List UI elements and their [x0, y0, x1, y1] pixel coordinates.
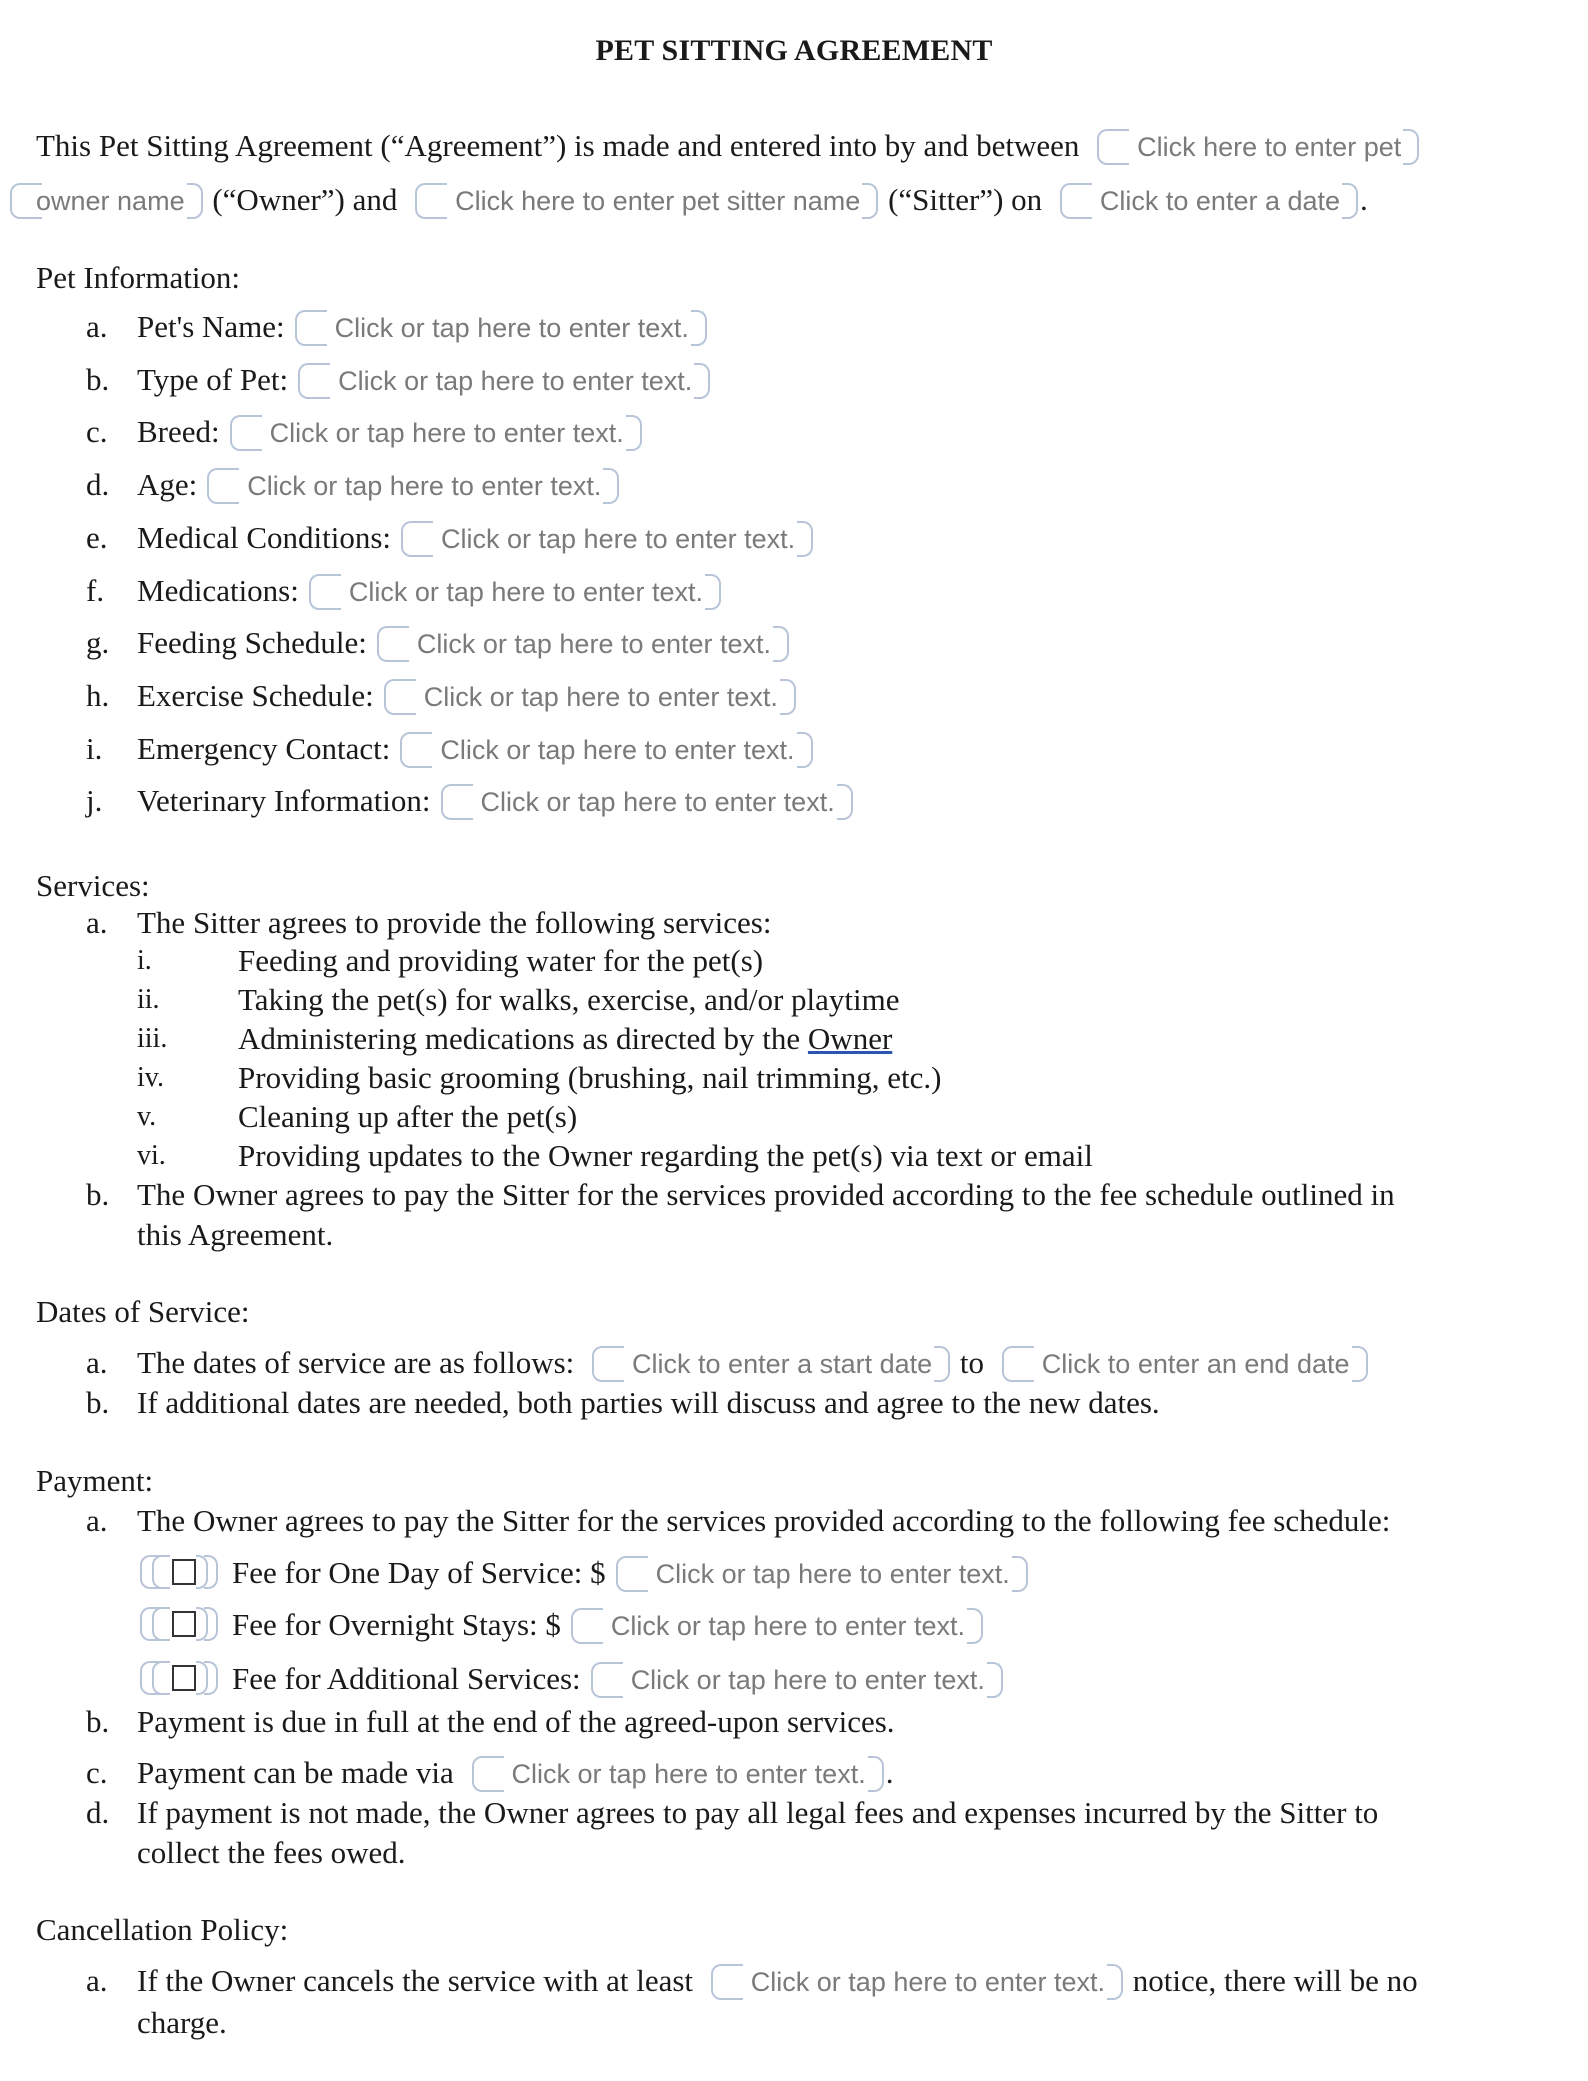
dates-to: to [959, 1345, 985, 1380]
payment-d-marker: d. [86, 1795, 110, 1830]
fee-checkbox[interactable] [140, 1606, 224, 1640]
pet-info-label: Exercise Schedule: [137, 678, 374, 713]
pet-info-field[interactable]: Click or tap here to enter text. [410, 677, 794, 717]
owner-name-field-cont[interactable]: owner name [36, 181, 201, 221]
dates-a-line [137, 1343, 1370, 1384]
pet-info-field[interactable]: Click or tap here to enter text. [467, 782, 851, 822]
service-text: Feeding and providing water for the pet(s) [238, 943, 764, 978]
cancellation-a-marker: a. [86, 1963, 108, 1998]
end-date-field[interactable]: Click to enter an end date [1028, 1344, 1366, 1384]
pet-info-item [137, 571, 723, 612]
pet-info-field[interactable]: Click or tap here to enter text. [427, 519, 811, 559]
pet-info-label: Breed: [137, 414, 220, 449]
owner-name-field[interactable]: Click here to enter pet [1123, 127, 1417, 167]
pet-info-field[interactable]: Click or tap here to enter text. [233, 466, 617, 506]
payment-d-text-cont: collect the fees owed. [137, 1835, 406, 1870]
pet-info-item [137, 623, 791, 664]
payment-c-marker: c. [86, 1755, 108, 1790]
pet-info-item [137, 676, 798, 717]
payment-a-marker: a. [86, 1503, 108, 1538]
pet-info-item [137, 781, 855, 822]
service-item [238, 941, 763, 981]
dates-b-text: If additional dates are needed, both parties will discuss and agree to the new dates. [137, 1385, 1160, 1420]
services-b-text: The Owner agrees to pay the Sitter for the services provided according to the fee schedule outlined in [137, 1177, 1395, 1212]
agreement-date-field[interactable]: Click to enter a date [1086, 181, 1356, 221]
intro-owner-text: (“Owner”) and [212, 182, 398, 217]
intro-line-1 [36, 126, 1421, 167]
pet-info-marker: d. [86, 467, 110, 502]
pet-info-field[interactable]: Click or tap here to enter text. [321, 308, 705, 348]
pet-info-item [137, 412, 644, 453]
pet-info-field[interactable]: Click or tap here to enter text. [324, 361, 708, 401]
service-text: Administering medications as directed by the [238, 1021, 801, 1056]
services-a-text: The Sitter agrees to provide the following services: [137, 905, 772, 940]
pet-info-field[interactable]: Click or tap here to enter text. [403, 624, 787, 664]
intro-line-2 [36, 180, 1368, 221]
service-text: Providing updates to the Owner regarding the pet(s) via text or email [238, 1138, 1093, 1173]
fee-label: Fee for One Day of Service: $ [232, 1555, 606, 1590]
payment-heading: Payment: [36, 1463, 154, 1498]
dates-b-marker: b. [86, 1385, 110, 1420]
pet-info-marker: a. [86, 309, 108, 344]
pet-info-marker: j. [86, 783, 103, 818]
cancellation-heading: Cancellation Policy: [36, 1912, 289, 1947]
pet-info-marker: g. [86, 625, 110, 660]
service-text: Taking the pet(s) for walks, exercise, and/or playtime [238, 982, 900, 1017]
pet-info-marker: f. [86, 573, 105, 608]
service-marker: ii. [137, 984, 160, 1015]
service-text: Cleaning up after the pet(s) [238, 1099, 578, 1134]
pet-info-label: Feeding Schedule: [137, 625, 367, 660]
dates-a-marker: a. [86, 1345, 108, 1380]
payment-d-text: If payment is not made, the Owner agrees to pay all legal fees and expenses incurred by the Sitter to [137, 1795, 1379, 1830]
fee-item [140, 1605, 985, 1646]
services-heading: Services: [36, 868, 150, 903]
payment-c-text: Payment can be made via [137, 1755, 454, 1790]
pet-info-field[interactable]: Click or tap here to enter text. [256, 413, 640, 453]
fee-checkbox[interactable] [140, 1554, 224, 1588]
service-item [238, 1058, 941, 1098]
intro-sitter-text: (“Sitter”) on [888, 182, 1043, 217]
fee-amount-field[interactable]: Click or tap here to enter text. [642, 1554, 1026, 1594]
fee-checkbox[interactable] [140, 1660, 224, 1694]
service-item [238, 980, 900, 1020]
services-b-marker: b. [86, 1177, 110, 1212]
dates-heading: Dates of Service: [36, 1294, 250, 1329]
pet-info-heading: Pet Information: [36, 260, 241, 295]
pet-info-label: Medical Conditions: [137, 520, 392, 555]
payment-c-line [137, 1753, 893, 1794]
pet-info-label: Pet's Name: [137, 309, 285, 344]
cancellation-a-line [137, 1961, 1418, 2002]
pet-info-item [137, 360, 712, 401]
cancellation-a-text: If the Owner cancels the service with at least [137, 1963, 694, 1998]
payment-method-field[interactable]: Click or tap here to enter text. [498, 1754, 882, 1794]
fee-amount-field[interactable]: Click or tap here to enter text. [617, 1660, 1001, 1700]
pet-info-item [137, 465, 621, 506]
service-marker: iii. [137, 1023, 168, 1054]
document-title: PET SITTING AGREEMENT [595, 34, 993, 67]
payment-a-text: The Owner agrees to pay the Sitter for the services provided according to the following fee schedule: [137, 1503, 1391, 1538]
pet-info-label: Medications: [137, 573, 299, 608]
pet-info-item [137, 518, 815, 559]
service-marker: iv. [137, 1062, 164, 1093]
pet-info-marker: b. [86, 362, 110, 397]
pet-info-marker: c. [86, 414, 108, 449]
dates-a-text: The dates of service are as follows: [137, 1345, 575, 1380]
service-item [238, 1019, 892, 1059]
pet-info-label: Veterinary Information: [137, 783, 431, 818]
fee-amount-field[interactable]: Click or tap here to enter text. [597, 1606, 981, 1646]
pet-info-label: Type of Pet: [137, 362, 289, 397]
fee-label: Fee for Overnight Stays: $ [232, 1607, 561, 1642]
service-marker: v. [137, 1101, 157, 1132]
intro-period: . [1360, 182, 1368, 217]
cancellation-a-text-tail: notice, there will be no [1132, 1963, 1418, 1998]
fee-item [140, 1553, 1030, 1594]
cancellation-a-text-cont: charge. [137, 2005, 227, 2040]
pet-info-item [137, 307, 709, 348]
pet-info-label: Age: [137, 467, 198, 502]
service-item [238, 1136, 1093, 1176]
service-text-owner: Owner [807, 1021, 893, 1056]
intro-text: This Pet Sitting Agreement (“Agreement”) is made and entered into by and between [36, 128, 1080, 163]
sitter-name-field[interactable]: Click here to enter pet sitter name [441, 181, 876, 221]
service-marker: vi. [137, 1140, 166, 1171]
pet-info-marker: h. [86, 678, 110, 713]
pet-info-marker: i. [86, 731, 103, 766]
service-marker: i. [137, 945, 152, 976]
payment-c-period: . [885, 1755, 894, 1790]
notice-period-field[interactable]: Click or tap here to enter text. [737, 1962, 1121, 2002]
start-date-field[interactable]: Click to enter a start date [618, 1344, 948, 1384]
pet-info-field[interactable]: Click or tap here to enter text. [335, 572, 719, 612]
pet-info-marker: e. [86, 520, 108, 555]
pet-info-item [137, 729, 815, 770]
payment-b-marker: b. [86, 1704, 110, 1739]
fee-item [140, 1659, 1005, 1700]
services-b-text-cont: this Agreement. [137, 1217, 334, 1252]
payment-b-text: Payment is due in full at the end of the agreed-upon services. [137, 1704, 895, 1739]
pet-info-field[interactable]: Click or tap here to enter text. [426, 730, 810, 770]
service-text: Providing basic grooming (brushing, nail trimming, etc.) [238, 1060, 942, 1095]
service-item [238, 1097, 577, 1137]
services-a-marker: a. [86, 905, 108, 940]
pet-info-label: Emergency Contact: [137, 731, 391, 766]
fee-label: Fee for Additional Services: [232, 1661, 581, 1696]
